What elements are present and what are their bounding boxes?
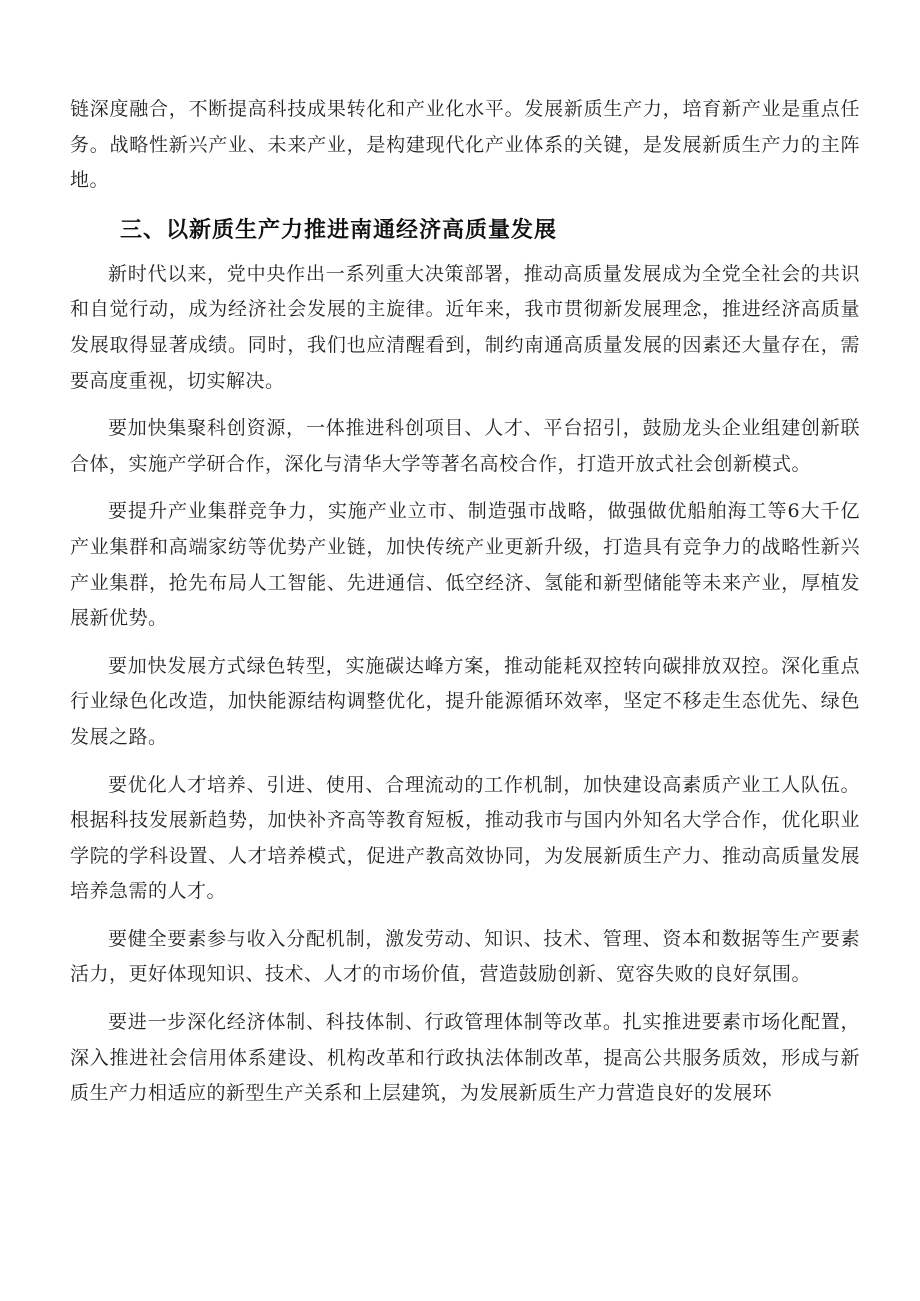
section-heading: 三、以新质生产力推进南通经济高质量发展 xyxy=(120,217,558,243)
body-paragraph: 要加快集聚科创资源，一体推进科创项目、人才、平台招引，鼓励龙头企业组建创新联合体，实施产学研合作，深化与清华大学等著名高校合作，打造开放式社会创新模式。 xyxy=(70,417,860,475)
body-paragraph: 要提升产业集群竞争力，实施产业立市、制造强市战略，做强做优船舶海工等6大千亿产业集群和高端家纺等优势产业链，加快传统产业更新升级，打造具有竞争力的战略性新兴产业集群，抢先布局人工智能、先进通信、低空经济、氢能和新型储能等未来产业，厚植发展新优势。 xyxy=(70,500,860,630)
body-paragraph: 要进一步深化经济体制、科技体制、行政管理体制等改革。扎实推进要素市场化配置，深入推进社会信用体系建设、机构改革和行政执法体制改革，提高公共服务质效，形成与新质生产力相适应的新型生产关系和上层建筑，为发展新质生产力营造良好的发展环 xyxy=(70,1011,860,1105)
body-paragraph: 新时代以来，党中央作出一系列重大决策部署，推动高质量发展成为全党全社会的共识和自觉行动，成为经济社会发展的主旋律。近年来，我市贯彻新发展理念，推进经济高质量发展取得显著成绩。同时，我们也应清醒看到，制约南通高质量发展的因素还大量存在，需要高度重视，切实解决。 xyxy=(70,262,860,392)
continuation-paragraph: 链深度融合，不断提高科技成果转化和产业化水平。发展新质生产力，培育新产业是重点任务。战略性新兴产业、未来产业，是构建现代化产业体系的关键，是发展新质生产力的主阵地。 xyxy=(70,98,860,192)
body-paragraph: 要加快发展方式绿色转型，实施碳达峰方案，推动能耗双控转向碳排放双控。深化重点行业绿色化改造，加快能源结构调整优化，提升能源循环效率，坚定不移走生态优先、绿色发展之路。 xyxy=(70,654,860,748)
body-paragraph: 要优化人才培养、引进、使用、合理流动的工作机制，加快建设高素质产业工人队伍。根据科技发展新趋势，加快补齐高等教育短板，推动我市与国内外知名大学合作，优化职业学院的学科设置、人才培养模式，促进产教高效协同，为发展新质生产力、推动高质量发展培养急需的人才。 xyxy=(70,773,860,903)
document-body xyxy=(70,92,860,1124)
body-paragraph: 要健全要素参与收入分配机制，激发劳动、知识、技术、管理、资本和数据等生产要素活力，更好体现知识、技术、人才的市场价值，营造鼓励创新、宽容失败的良好氛围。 xyxy=(70,927,860,986)
